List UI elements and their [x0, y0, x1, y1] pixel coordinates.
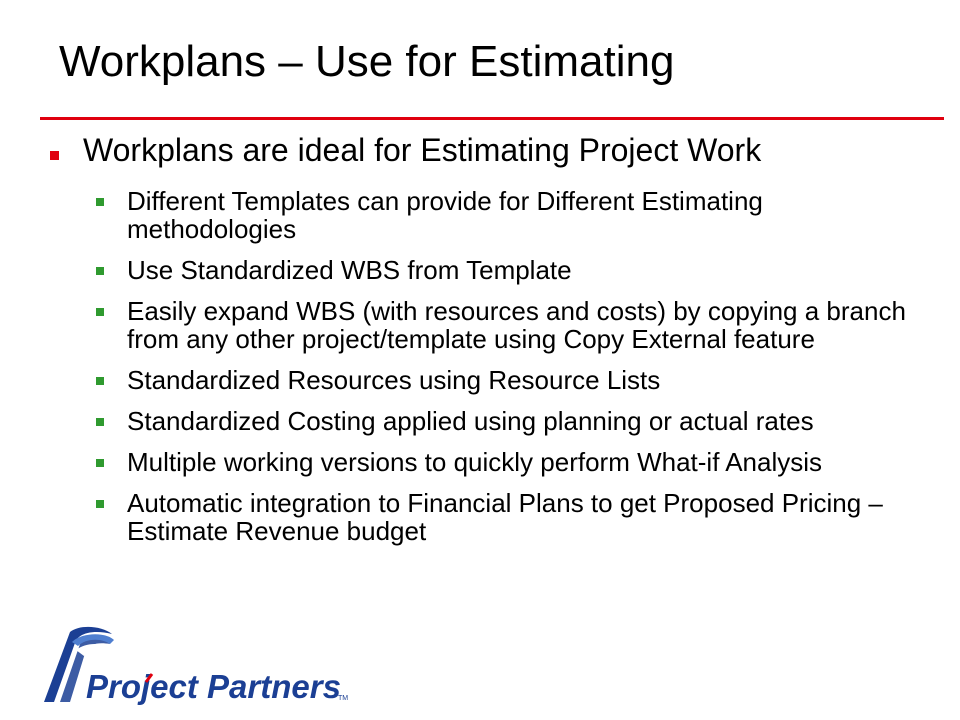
sub-bullet-text: Standardized Resources using Resource Lists	[127, 365, 661, 395]
square-bullet-icon	[50, 151, 59, 160]
sub-bullet-text: Standardized Costing applied using planning or actual rates	[127, 406, 814, 436]
sub-bullet-text: Use Standardized WBS from Template	[127, 255, 572, 285]
square-bullet-icon	[96, 198, 104, 206]
main-bullet-text: Workplans are ideal for Estimating Project Work	[83, 132, 762, 168]
square-bullet-icon	[96, 308, 104, 316]
project-partners-logo	[36, 620, 356, 710]
sub-bullet-text: Easily expand WBS (with resources and costs) by copying a branch from any other project/template using Copy External feature	[127, 296, 906, 354]
square-bullet-icon	[96, 459, 104, 467]
sub-bullet-text: Different Templates can provide for Different Estimating methodologies	[127, 186, 763, 244]
title-divider	[40, 117, 944, 120]
sub-bullet-list	[96, 187, 926, 558]
sub-bullet-item	[96, 297, 926, 353]
square-bullet-icon	[96, 267, 104, 275]
sub-bullet-text: Multiple working versions to quickly perform What-if Analysis	[127, 447, 823, 477]
slide-title: Workplans – Use for Estimating	[59, 37, 675, 86]
sub-bullet-item	[96, 187, 926, 243]
logo-wordmark: Project Partners	[86, 668, 341, 705]
square-bullet-icon	[96, 377, 104, 385]
sub-bullet-item	[96, 366, 926, 394]
square-bullet-icon	[96, 500, 104, 508]
sub-bullet-item	[96, 407, 926, 435]
sub-bullet-item	[96, 448, 926, 476]
logo-trademark: TM	[338, 695, 349, 702]
sub-bullet-item	[96, 256, 926, 284]
sub-bullet-text: Automatic integration to Financial Plans to get Proposed Pricing – Estimate Revenue budget	[127, 488, 883, 546]
square-bullet-icon	[96, 418, 104, 426]
sub-bullet-item	[96, 489, 926, 545]
